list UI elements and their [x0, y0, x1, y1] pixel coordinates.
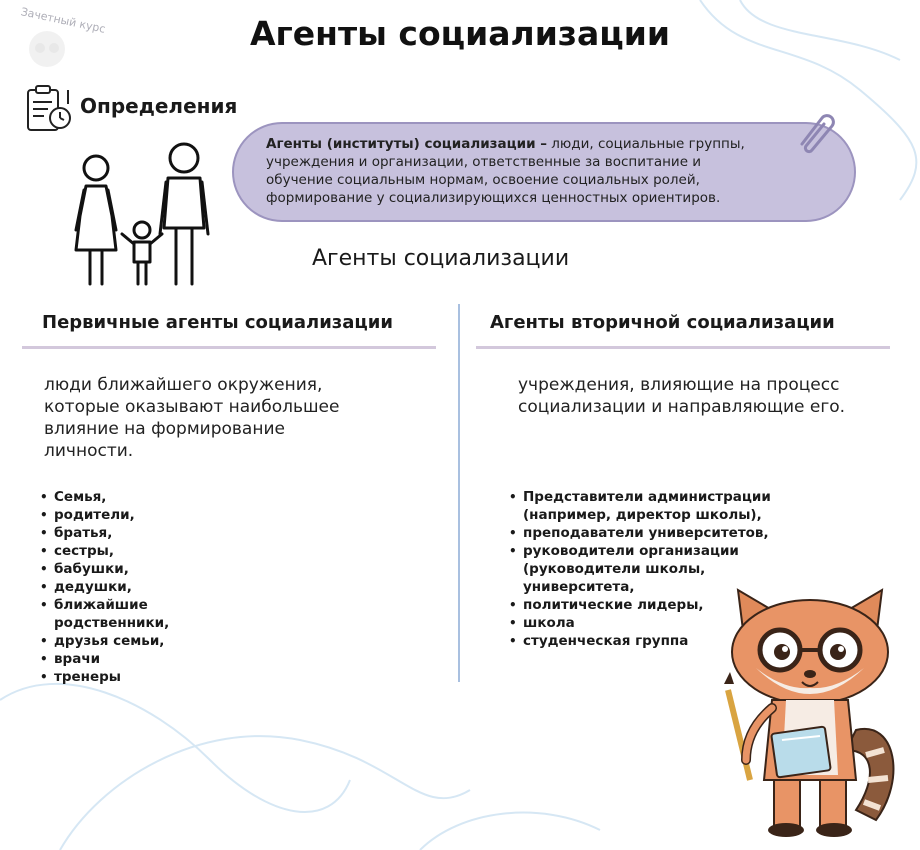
secondary-description: учреждения, влияющие на процесс социализации и направляющие его.	[518, 375, 846, 417]
definition-term: Агенты (институты) социализации –	[266, 136, 548, 152]
list-item: • студенческая группа	[509, 632, 799, 650]
watermark-text: Зачетный курс	[19, 5, 107, 36]
definition-line: Агенты (институты) социализации – люди, социальные группы,	[266, 136, 745, 152]
definition-box	[232, 122, 856, 222]
list-item: • врачи	[40, 650, 190, 668]
section-subheading: Агенты социализации	[312, 246, 570, 271]
list-item: • руководители организации (руководители школы, университета,	[509, 542, 799, 596]
list-item: • Представители администрации (например, директор школы),	[509, 488, 799, 524]
list-item: • друзья семьи,	[40, 632, 190, 650]
raccoon-mascot-illustration	[716, 580, 906, 840]
secondary-divider	[476, 346, 890, 349]
clipboard-timer-icon	[24, 84, 74, 134]
family-icon	[66, 138, 216, 288]
list-item: • дедушки,	[40, 578, 190, 596]
column-separator	[458, 304, 460, 682]
list-item: • тренеры	[40, 668, 190, 686]
list-item: • родители,	[40, 506, 190, 524]
list-item: • братья,	[40, 524, 190, 542]
list-item: • сестры,	[40, 542, 190, 560]
page-title: Агенты социализации	[250, 14, 670, 53]
definition-line: формирование у социализирующихся ценностных ориентиров.	[266, 190, 721, 206]
list-item: • ближайшие родственники,	[40, 596, 190, 632]
definition-line: обучение социальным нормам, освоение социальных ролей,	[266, 172, 700, 188]
list-item: • школа	[509, 614, 799, 632]
primary-divider	[22, 346, 436, 349]
paperclip-icon	[792, 108, 838, 154]
list-item: • преподаватели университетов,	[509, 524, 799, 542]
list-item: • Семья,	[40, 488, 190, 506]
primary-agents-list	[40, 488, 190, 686]
definition-line: учреждения и организации, ответственные за воспитание и	[266, 154, 702, 170]
secondary-heading: Агенты вторичной социализации	[490, 312, 835, 333]
list-item: • бабушки,	[40, 560, 190, 578]
primary-description: люди ближайшего окружения, которые оказывают наибольшее влияние на формирование личности.	[44, 375, 340, 461]
definitions-label: Определения	[80, 94, 238, 118]
primary-heading: Первичные агенты социализации	[42, 312, 393, 333]
list-item: • политические лидеры,	[509, 596, 799, 614]
